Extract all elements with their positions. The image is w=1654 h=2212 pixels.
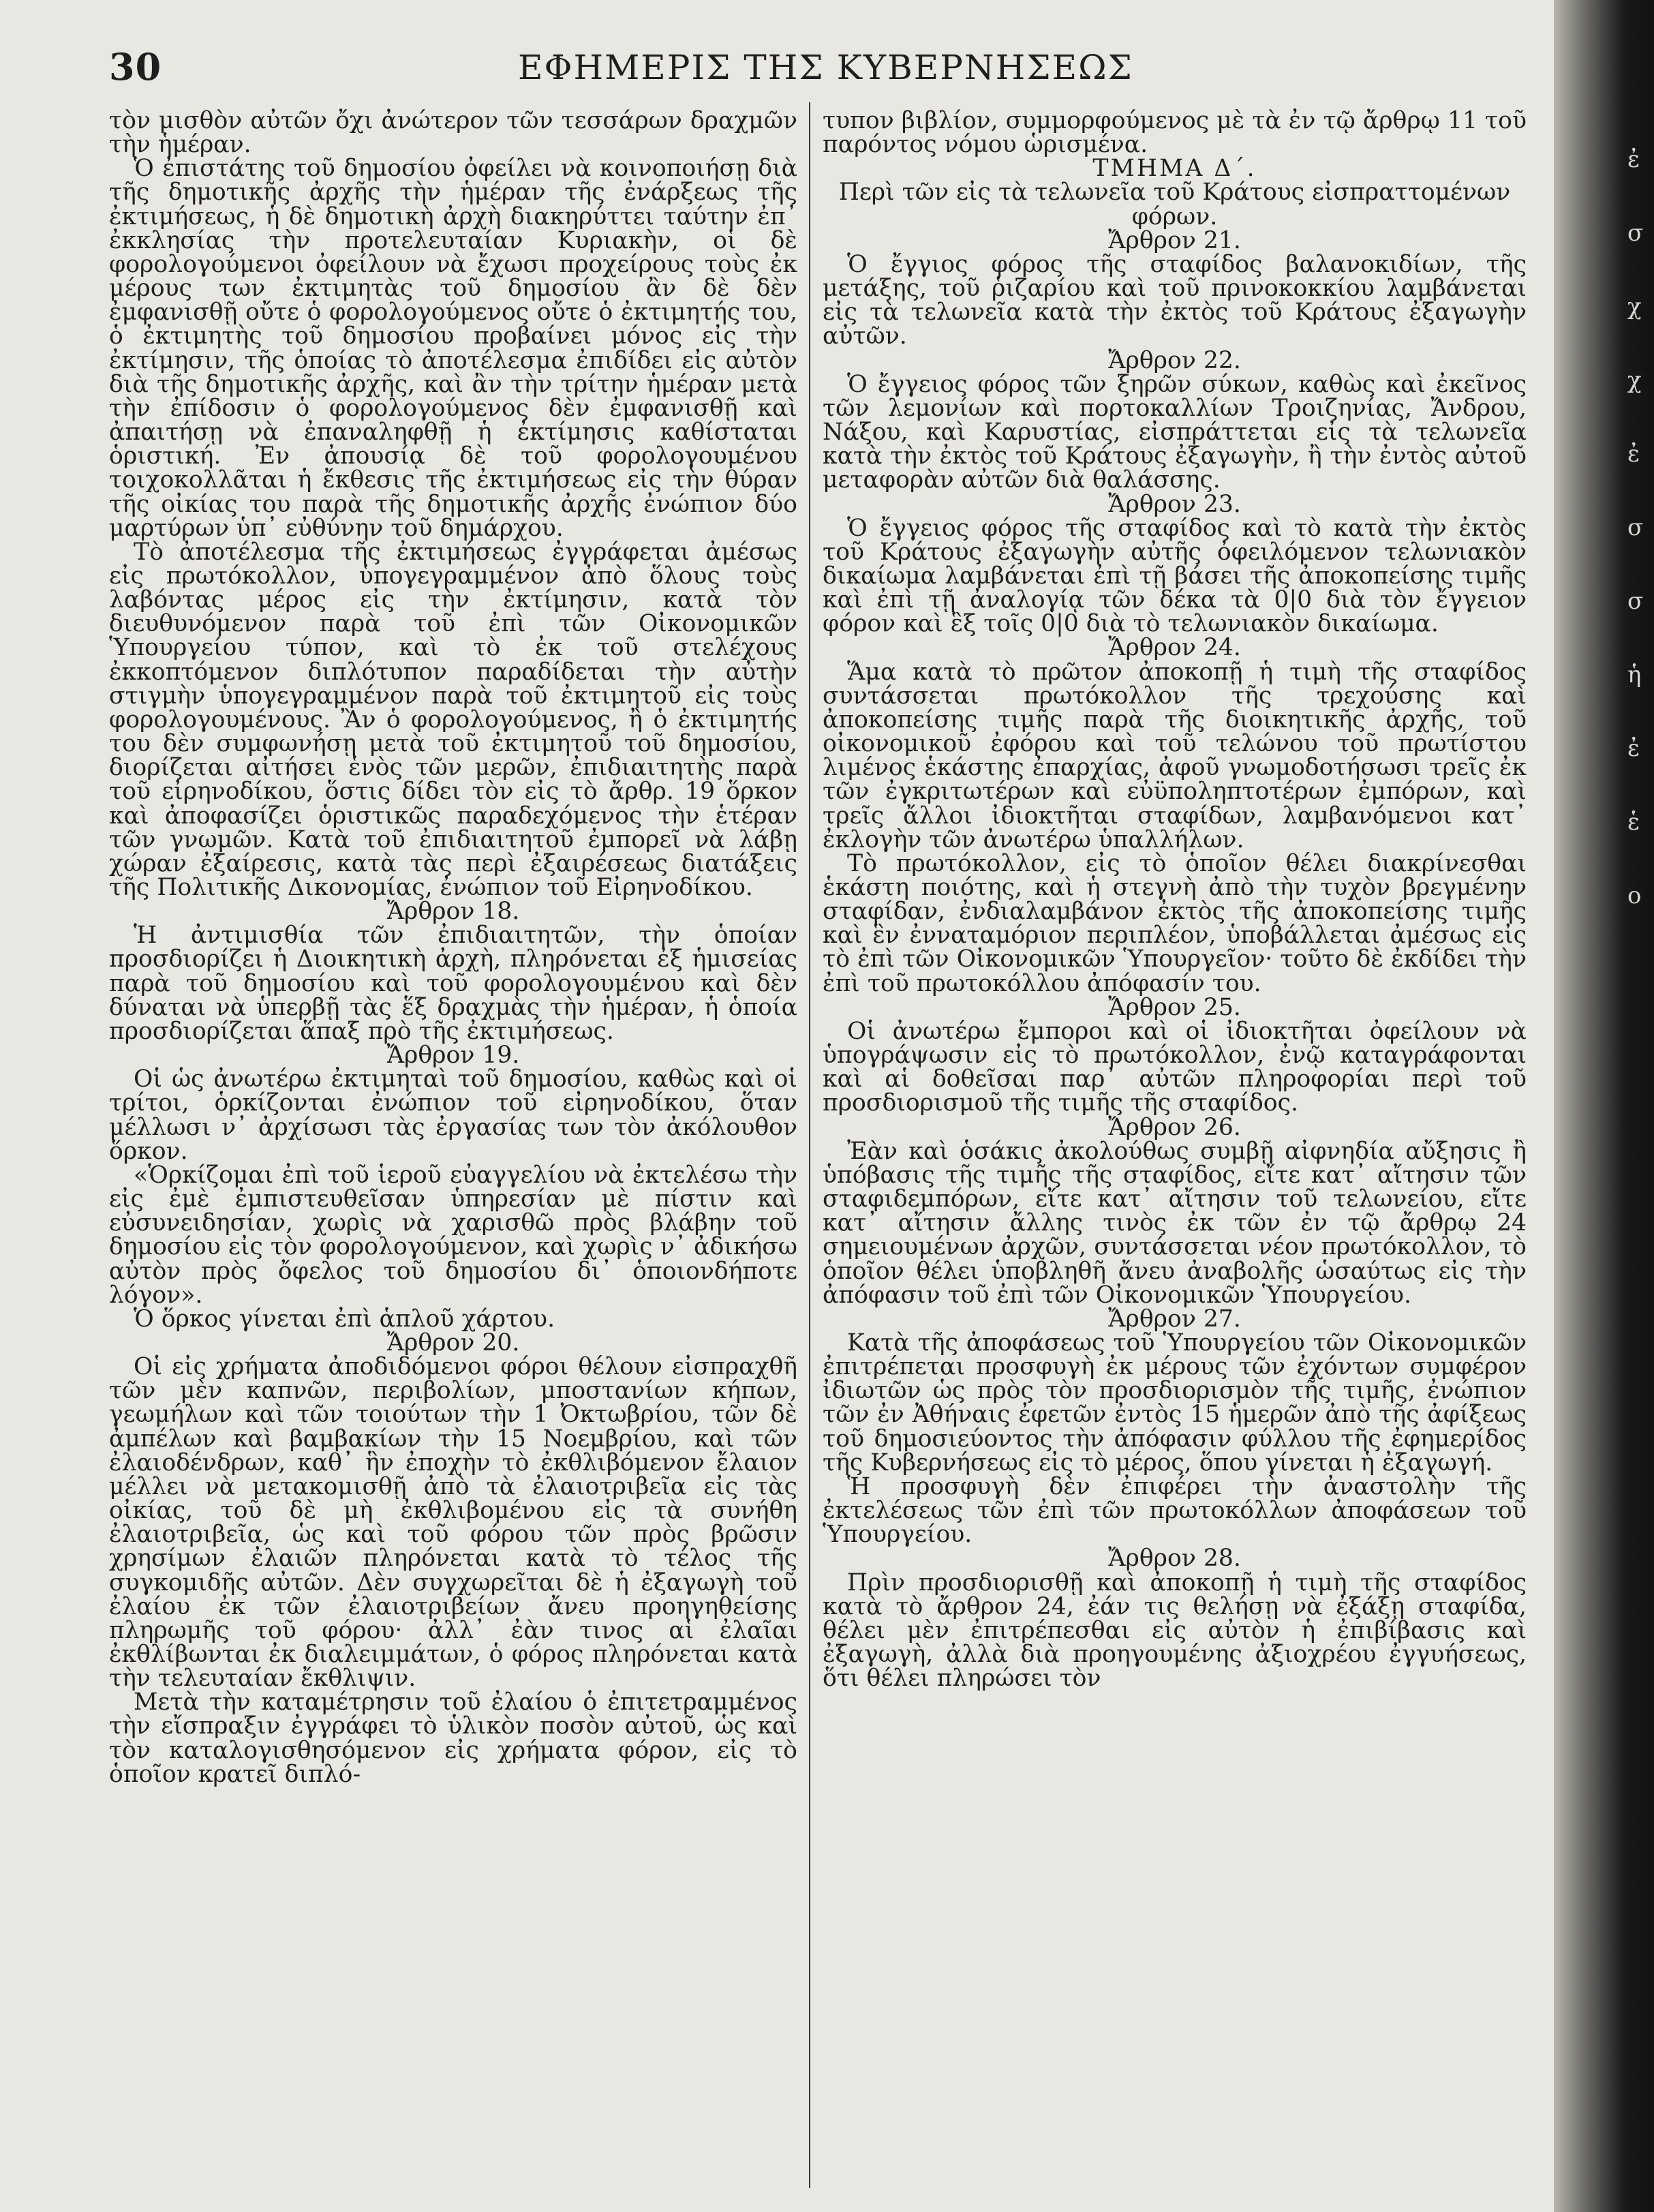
article-heading-28: Ἄρθρον 28. — [1108, 1545, 1241, 1573]
paragraph: Ὁ ἔγγιος φόρος τῆς σταφίδος βαλανοκιδίων, τῆς μετάξης, τοῦ ῥιζαρίου καὶ τοῦ πρινοκοκκίου λαμβάνεται εἰς τὰ τελωνεῖα κατὰ τὴν ἐκτὸς τοῦ Κράτους ἐξαγωγὴν αὐτῶν. — [823, 250, 1527, 350]
paragraph: Ἅμα κατὰ τὸ πρῶτον ἀποκοπῇ ἡ τιμὴ τῆς σταφίδος συντάσσεται πρωτόκολλον τῆς τρεχούσης καὶ ἀποκοπείσης τιμῆς παρὰ τῆς διοικητικῆς ἀρχῆς, τοῦ οἰκονομικοῦ ἐφόρου καὶ τοῦ τελώνου τοῦ πρωτίστου λιμένος ἑκάστης ἐπαρχίας, ἀφοῦ γνωμοδοτήσωσι τρεῖς ἐκ τῶν ἐγκριτωτέρων καὶ εὐϋποληπτοτέρων ἐμπόρων, καὶ τρεῖς ἄλλοι ἰδιοκτῆται σταφίδων, λαμβανόμενοι κατ᾽ ἐκλογὴν τῶν ἀνωτέρω ὑπαλλήλων. — [823, 658, 1527, 853]
article-heading-23: Ἄρθρον 23. — [1108, 490, 1241, 518]
paragraph: Ὁ ἔγγειος φόρος τῆς σταφίδος καὶ τὸ κατὰ τὴν ἐκτὸς τοῦ Κράτους ἐξαγωγὴν αὐτῆς ὀφειλόμενον τελωνιακὸν δικαίωμα λαμβάνεται ἐπὶ τῇ βάσει τῆς ἀποκοπείσης τιμῆς καὶ ἐπὶ τῇ ἀναλογίᾳ τῶν δέκα τὰ 0|0 διὰ τὸν ἔγγειον φόρον καὶ ἓξ τοῖς 0|0 διὰ τὸ τελωνιακὸν δικαίωμα. — [823, 514, 1527, 638]
paragraph: Κατὰ τῆς ἀποφάσεως τοῦ Ὑπουργείου τῶν Οἰκονομικῶν ἐπιτρέπεται προσφυγὴ ἐκ μέρους τῶν ἐχόντων συμφέρον ἰδιωτῶν ὡς πρὸς τὸν προσδιορισμὸν τῆς τιμῆς, ἐνώπιον τῶν ἐν Ἀθήναις ἐφετῶν ἐντὸς 15 ἡμερῶν ἀπὸ τῆς ἀφίξεως τοῦ δημοσιεύοντος τὴν ἀπόφασιν φύλλου τῆς ἐφημερίδος τῆς Κυβερνήσεως εἰς τὸ μέρος, ὅπου γίνεται ἡ ἐξαγωγή. — [823, 1329, 1527, 1476]
next-page-fragments — [1627, 123, 1648, 933]
edge-fragment: χ — [1627, 367, 1642, 394]
article-heading-18: Ἄρθρον 18. — [386, 898, 520, 926]
article-heading-20: Ἄρθρον 20. — [386, 1329, 520, 1357]
edge-fragment: ἐ — [1627, 146, 1640, 173]
paragraph: Πρὶν προσδιορισθῇ καὶ ἀποκοπῇ ἡ τιμὴ τῆς σταφίδος κατὰ τὸ ἄρθρον 24, ἐάν τις θελήσῃ νὰ ἐξάξῃ σταφίδα, θέλει μὲν ἐπιτρέπεσθαι εἰς αὐτὸν ἡ ἐπιβίβασις καὶ ἐξαγωγὴ, ἀλλὰ διὰ προηγουμένης ἀξιοχρέου ἐγγυήσεως, ὅτι θέλει πληρώσει τὸν — [823, 1569, 1527, 1693]
paragraph: Ἡ ἀντιμισθία τῶν ἐπιδιαιτητῶν, τὴν ὁποίαν προσδιορίζει ἡ Διοικητικὴ ἀρχὴ, πληρόνεται ἐξ ἡμισείας παρὰ τοῦ δημοσίου καὶ τοῦ φορολογουμένου καὶ δὲν δύναται νὰ ὑπερβῇ τὰς ἕξ δραχμὰς τὴν ἡμέραν, ἡ ὁποία προσδιορίζεται ἅπαξ πρὸ τῆς ἐκτιμήσεως. — [109, 922, 797, 1045]
edge-fragment: ἑ — [1627, 808, 1640, 836]
article-heading-27: Ἄρθρον 27. — [1108, 1305, 1241, 1333]
paragraph: Ἡ προσφυγὴ δὲν ἐπιφέρει τὴν ἀναστολὴν τῆς ἐκτελέσεως τῶν ἐπὶ τῶν πρωτοκόλλων ἀποφάσεων τοῦ Ὑπουργείου. — [823, 1472, 1527, 1549]
right-column — [823, 109, 1527, 1691]
paragraph: Οἱ ἀνωτέρω ἔμποροι καὶ οἱ ἰδιοκτῆται ὀφείλουν νὰ ὑπογράψωσιν εἰς τὸ πρωτόκολλον, ἐνῷ καταγράφονται καὶ αἱ δοθεῖσαι παρ᾽ αὐτῶν πληροφορίαι περὶ τοῦ προσδιορισμοῦ τῆς τιμῆς τῆς σταφίδος. — [823, 1017, 1527, 1117]
section-subtitle: Περὶ τῶν εἰς τὰ τελωνεῖα τοῦ Κράτους εἰσπραττομένων φόρων. — [838, 179, 1511, 230]
article-heading-19: Ἄρθρον 19. — [386, 1042, 520, 1070]
article-heading-25: Ἄρθρον 25. — [1108, 993, 1241, 1021]
paragraph: Ὁ ὅρκος γίνεται ἐπὶ ἁπλοῦ χάρτου. — [134, 1305, 555, 1333]
article-heading-26: Ἄρθρον 26. — [1108, 1113, 1241, 1141]
page-header — [109, 45, 1547, 106]
edge-fragment: ἐ — [1627, 440, 1640, 468]
edge-fragment: ἐ — [1627, 735, 1640, 762]
edge-fragment: σ — [1627, 219, 1644, 247]
edge-fragment: ο — [1627, 882, 1642, 909]
edge-fragment: χ — [1627, 293, 1642, 320]
article-heading-24: Ἄρθρον 24. — [1108, 634, 1241, 662]
edge-fragment: σ — [1627, 514, 1644, 541]
section-title: ΤΜΗΜΑ Δ΄. — [1092, 155, 1257, 183]
oath-text: «Ὁρκίζομαι ἐπὶ τοῦ ἱεροῦ εὐαγγελίου νὰ ἐκτελέσω τὴν εἰς ἐμὲ ἐμπιστευθεῖσαν ὑπηρεσίαν μὲ πίστιν καὶ εὐσυνειδησίαν, χωρὶς νὰ χαρισθῶ πρὸς βλάβην τοῦ δημοσίου εἰς τὸν φορολογούμενον, καὶ χωρὶς ν᾽ ἀδικήσω αὐτὸν πρὸς ὄφελος τοῦ δημοσίου δι᾽ ὁποιονδήποτε λόγον». — [109, 1161, 797, 1309]
article-heading-22: Ἄρθρον 22. — [1108, 346, 1241, 374]
paragraph: τὸν μισθὸν αὐτῶν ὄχι ἀνώτερον τῶν τεσσάρων δραχμῶν τὴν ἡμέραν. — [109, 107, 797, 159]
article-heading-21: Ἄρθρον 21. — [1108, 226, 1241, 254]
column-divider — [809, 102, 810, 2188]
paragraph: Ὁ ἐπιστάτης τοῦ δημοσίου ὀφείλει νὰ κοινοποιήσῃ διὰ τῆς δημοτικῆς ἀρχῆς τὴν ἡμέραν τῆς ἐνάρξεως τῆς ἐκτιμήσεως, ἡ δὲ δημοτικὴ ἀρχὴ διακηρύττει ταύτην ἐπ᾽ ἐκκλησίας τὴν προτελευταίαν Κυριακὴν, οἱ δὲ φορολογούμενοι ὀφείλουν νὰ ἔχωσι προχείρους τοὺς ἐκ μέρους των ἐκτιμητὰς τοῦ δημοσίου ἂν δὲ δὲν ἐμφανισθῇ οὔτε ὁ φορολογούμενος οὔτε ὁ ἐκτιμητής του, ὁ ἐκτιμητὴς τοῦ δημοσίου προβαίνει μόνος εἰς τὴν ἐκτίμησιν, τῆς ὁποίας τὸ ἀποτέλεσμα ἐπιδίδει εἰς αὐτὸν διὰ τῆς δημοτικῆς ἀρχῆς, καὶ ἂν τὴν τρίτην ἡμέραν μετὰ τὴν ἐπίδοσιν ὁ φορολογούμενος δὲν ἐμφανισθῇ καὶ ἀπαιτήσῃ νὰ ἐπαναληφθῇ ἡ ἐκτίμησις καθίσταται ὁριστική. Ἐν ἀπουσίᾳ δὲ τοῦ φορολογουμένου τοιχοκολλᾶται ἡ ἔκθεσις τῆς ἐκτιμήσεως εἰς τὴν θύραν τῆς οἰκίας του παρὰ τῆς δημοτικῆς ἀρχῆς ἐνώπιον δύο μαρτύρων ὑπ᾽ εὐθύνην τοῦ δημάρχου. — [109, 155, 797, 542]
paragraph: Τὸ ἀποτέλεσμα τῆς ἐκτιμήσεως ἐγγράφεται ἀμέσως εἰς πρωτόκολλον, ὑπογεγραμμένον ἀπὸ ὅλους τοὺς λαβόντας μέρος εἰς τὴν ἐκτίμησιν, κατὰ τὸν διευθυνόμενον παρὰ τοῦ ἐπὶ τῶν Οἰκονομικῶν Ὑπουργείου τύπον, καὶ τὸ ἐκ τοῦ στελέχους ἐκκοπτόμενον διπλότυπον παραδίδεται τὴν αὐτὴν στιγμὴν ὑπογεγραμμένον παρὰ τοῦ ἐκτιμητοῦ εἰς τοὺς φορολογουμένους. Ἂν ὁ φορολογούμενος, ἢ ὁ ἐκτιμητής του δὲν συμφωνήσῃ μετὰ τοῦ ἐκτιμητοῦ τοῦ δημοσίου, διορίζεται αἰτήσει ἑνὸς τῶν μερῶν, ἐπιδιαιτητὴς παρὰ τοῦ εἰρηνοδίκου, ὅστις δίδει τὸν εἰς τὸ ἄρθρ. 19 ὅρκον καὶ ἀποφασίζει ὁριστικῶς παραδεχόμενος τὴν ἑτέραν τῶν γνωμῶν. Κατὰ τοῦ ἐπιδιαιτητοῦ ἐμπορεῖ νὰ λάβῃ χώραν ἐξαίρεσις, κατὰ τὰς περὶ ἐξαιρέσεως διατάξεις τῆς Πολιτικῆς Δικονομίας, ἐνώπιον τοῦ Εἰρηνοδίκου. — [109, 538, 797, 901]
left-column — [109, 109, 797, 1787]
paragraph: τυπον βιβλίον, συμμορφούμενος μὲ τὰ ἐν τῷ ἄρθρῳ 11 τοῦ παρόντος νόμου ὡρισμένα. — [823, 107, 1527, 159]
paragraph: Οἱ εἰς χρήματα ἀποδιδόμενοι φόροι θέλουν εἰσπραχθῆ τῶν μὲν καπνῶν, περιβολίων, μποστανίων κήπων, γεωμήλων καὶ τῶν τοιούτων τὴν 1 Ὀκτωβρίου, τῶν δὲ ἀμπέλων καὶ βαμβακίων τὴν 15 Νοεμβρίου, καὶ τῶν ἐλαιοδένδρων, καθ᾽ ἣν ἐποχὴν τὸ ἐκθλιβόμενον ἔλαιον μέλλει νὰ μετακομισθῇ ἀπὸ τὰ ἐλαιοτριβεῖα εἰς τὰς οἰκίας, τοῦ δὲ μὴ ἐκθλιβομένου εἰς τὰ συνήθη ἐλαιοτριβεῖα, ὡς καὶ τοῦ φόρου τῶν πρὸς βρῶσιν χρησίμων ἐλαιῶν πληρόνεται κατὰ τὸ τέλος τῆς συγκομιδῆς αὐτῶν. Δὲν συγχωρεῖται δὲ ἡ ἐξαγωγὴ τοῦ ἐλαίου ἐκ τῶν ἐλαιοτριβείων ἄνευ προηγηθείσης πληρωμῆς τοῦ φόρου· ἀλλ᾽ ἐὰν τινος αἱ ἐλαῖαι ἐκθλίβωνται ἐκ διαλειμμάτων, ὁ φόρος πληρόνεται κατὰ τὴν τελευταίαν ἔκθλιψιν. — [109, 1353, 797, 1693]
edge-fragment: ἡ — [1627, 661, 1642, 688]
paragraph: Μετὰ τὴν καταμέτρησιν τοῦ ἐλαίου ὁ ἐπιτετραμμένος τὴν εἴσπραξιν ἐγγράφει τὸ ὑλικὸν ποσὸν αὐτοῦ, ὡς καὶ τὸν καταλογισθησόμενον εἰς χρήματα φόρον, εἰς τὸ ὁποῖον κρατεῖ διπλό- — [109, 1688, 797, 1788]
paragraph: Τὸ πρωτόκολλον, εἰς τὸ ὁποῖον θέλει διακρίνεσθαι ἑκάστη ποιότης, καὶ ἡ στεγνὴ ἀπὸ τὴν τυχὸν βρεγμένην σταφίδαν, ἐνδιαλαμβάνον ἐκτὸς τῆς ἀποκοπείσης τιμῆς καὶ ἓν ἐνναταμόριον περιπλέον, ὑποβάλλεται ἀμέσως εἰς τὸ ἐπὶ τῶν Οἰκονομικῶν Ὑπουργεῖον· τοῦτο δὲ ἐκδίδει τὴν ἐπὶ τοῦ πρωτοκόλλου ἀπόφασίν του. — [823, 849, 1527, 997]
edge-fragment: σ — [1627, 588, 1644, 615]
journal-title: ΕΦΗΜΕΡΙΣ ΤΗΣ ΚΥΒΕΡΝΗΣΕΩΣ — [518, 48, 1133, 87]
paragraph: Ὁ ἔγγειος φόρος τῶν ξηρῶν σύκων, καθὼς καὶ ἐκεῖνος τῶν λεμονίων καὶ πορτοκαλλίων Τροιζηνίας, Ἄνδρου, Νάξου, καὶ Καρυστίας, εἰσπράττεται εἰς τὰ τελωνεῖα κατὰ τὴν ἐκτὸς τοῦ Κράτους ἐξαγωγὴν, ἢ τὴν ἐντὸς αὐτοῦ μεταφορὰν αὐτῶν διὰ θαλάσσης. — [823, 370, 1527, 494]
paragraph: Ἐὰν καὶ ὁσάκις ἀκολούθως συμβῇ αἰφνηδία αὔξησις ἢ ὑπόβασις τῆς τιμῆς τῆς σταφίδος, εἴτε κατ᾽ αἴτησιν τῶν σταφιδεμπόρων, εἴτε κατ᾽ αἴτησιν τοῦ τελωνείου, εἴτε κατ᾽ αἴτησιν ἄλλης τινὸς ἐκ τῶν ἐν τῷ ἄρθρῳ 24 σημειουμένων ἀρχῶν, συντάσσεται νέον πρωτόκολλον, τὸ ὁποῖον θέλει ὑποβληθῆ ἄνευ ἀναβολῆς ὡσαύτως εἰς τὴν ἀπόφασιν τοῦ ἐπὶ τῶν Οἰκονομικῶν Ὑπουργείου. — [823, 1137, 1527, 1309]
page-number: 30 — [109, 45, 162, 89]
paragraph: Οἱ ὡς ἀνωτέρω ἐκτιμηταὶ τοῦ δημοσίου, καθὼς καὶ οἱ τρίτοι, ὁρκίζονται ἐνώπιον τοῦ εἰρηνοδίκου, ὅταν μέλλωσι ν᾽ ἀρχίσωσι τὰς ἐργασίας των τὸν ἀκόλουθον ὅρκον. — [109, 1065, 797, 1165]
